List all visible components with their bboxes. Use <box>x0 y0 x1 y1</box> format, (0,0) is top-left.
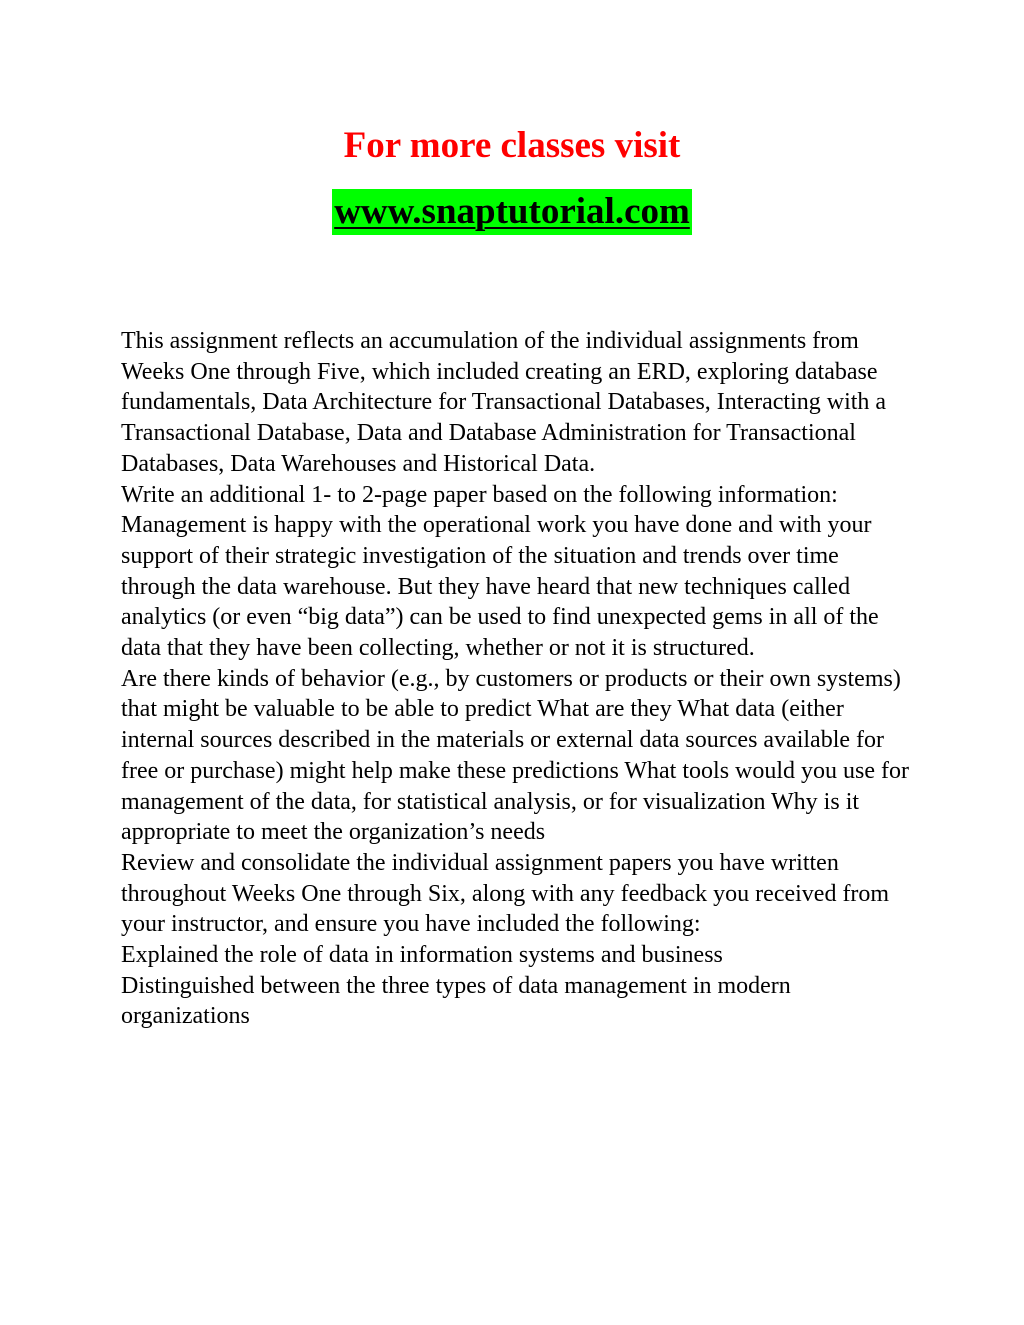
paragraph-intro: This assignment reflects an accumulation of the individual assignments from Weeks One through Five, which included creating an ERD, exploring database fundamentals, Data Architecture for Transactional Databases, Interacting with a Transactional Database, Data and Database Administration for Transactional Databases, Data Warehouses and Historical Data. <box>121 328 887 477</box>
paragraph-data-management-types: Distinguished between the three types of data management in modern organizations <box>121 972 791 1030</box>
promo-link-container <box>0 189 1024 235</box>
paragraph-review: Review and consolidate the individual assignment papers you have written throughout Weeks One through Six, along with any feedback you received from your instructor, and ensure you have included the following: <box>121 849 890 938</box>
paragraph-role-of-data: Explained the role of data in information systems and business <box>121 942 723 969</box>
paragraph-questions: Are there kinds of behavior (e.g., by customers or products or their own systems) that might be valuable to be able to predict What are they What data (either internal sources described in the materials or external data sources available for free or purchase) might help make these predictions What tools would you use for management of the data, for statistical analysis, or for visualization Why is it appropriate to meet the organization’s needs <box>121 665 910 846</box>
promo-heading: For more classes visit <box>343 125 681 166</box>
paragraph-management: Management is happy with the operational work you have done and with your support of their strategic investigation of the situation and trends over time through the data warehouse. But they have heard that new techniques called analytics (or even “big data”) can be used to find unexpected gems in all of the data that they have been collecting, whether or not it is structured. <box>121 512 879 662</box>
promo-website-link[interactable]: www.snaptutorial.com <box>332 189 692 235</box>
assignment-body <box>121 326 911 1032</box>
paragraph-instructions: Write an additional 1- to 2-page paper based on the following information: <box>121 481 838 508</box>
